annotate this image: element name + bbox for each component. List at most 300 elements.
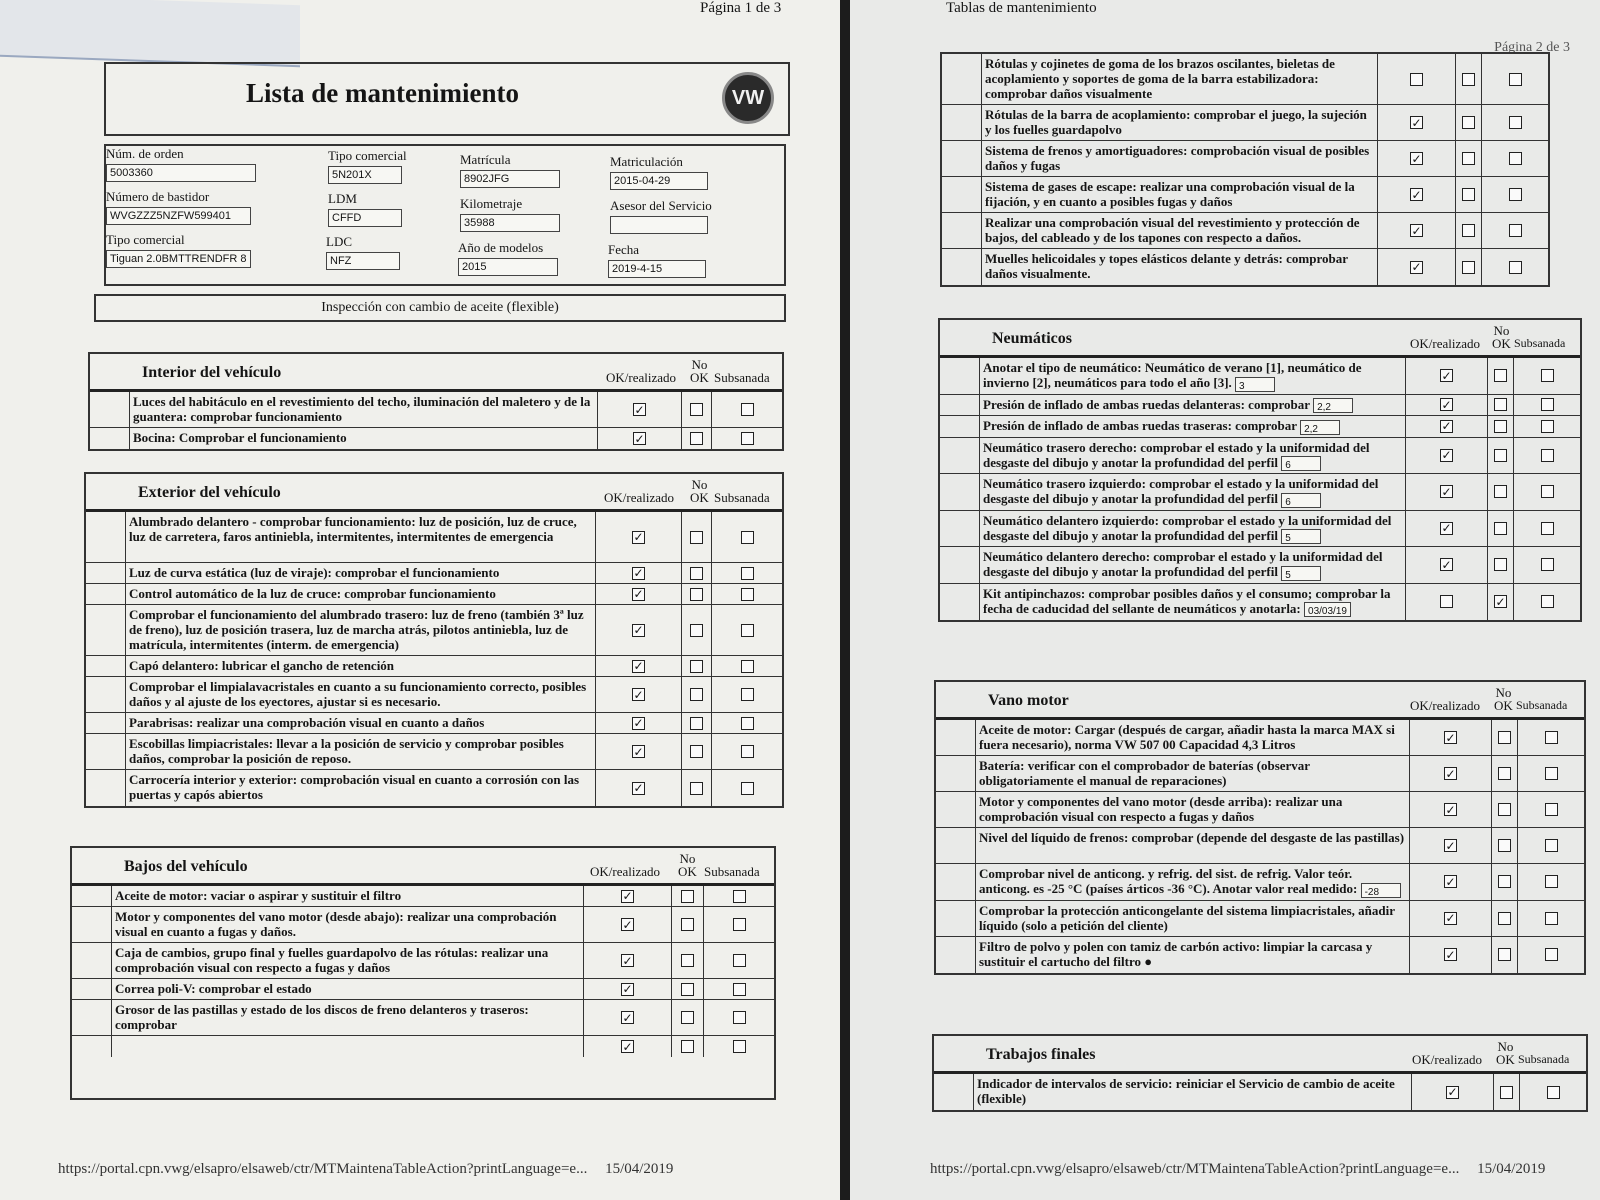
no-ok-checkbox-cell — [672, 1036, 704, 1057]
checklist-row — [940, 416, 1580, 438]
row-text: Luces del habitáculo en el revestimiento del techo, iluminación del maletero y de la guantera: comprobar funcionamiento — [133, 394, 591, 424]
matriculacion-field[interactable]: 2015-04-29 — [610, 172, 708, 190]
fecha-field[interactable]: 2019-4-15 — [608, 260, 706, 278]
row-text: Parabrisas: realizar una comprobación visual en cuanto a daños — [129, 715, 485, 730]
ok-checkbox[interactable]: ✓ — [1441, 557, 1452, 572]
footer-date: 15/04/2019 — [605, 1161, 674, 1177]
no-ok-checkbox[interactable] — [690, 567, 703, 580]
subsanada-checkbox-cell — [712, 713, 782, 733]
subsanada-checkbox-cell — [1518, 720, 1584, 755]
section-header — [934, 1036, 1586, 1074]
subsanada-checkbox-cell — [704, 1036, 774, 1057]
row-text: Bocina: Comprobar el funcionamiento — [133, 430, 347, 445]
ok-checkbox-cell — [1410, 756, 1492, 791]
section-title: Vano motor — [988, 692, 1069, 709]
no-ok-checkbox[interactable] — [690, 403, 703, 416]
subsanada-checkbox[interactable] — [1541, 449, 1554, 462]
section-bajos — [70, 846, 776, 1100]
no-ok-checkbox[interactable] — [1494, 449, 1507, 462]
row-index-cell — [72, 907, 112, 942]
row-index-cell — [86, 605, 126, 655]
no-ok-checkbox[interactable] — [1498, 875, 1511, 888]
row-description — [112, 907, 584, 942]
no-ok-checkbox-cell — [1456, 177, 1482, 212]
row-description — [126, 770, 596, 806]
no-ok-checkbox[interactable] — [1498, 803, 1511, 816]
checklist-row — [942, 141, 1548, 177]
no-ok-checkbox-cell — [1488, 395, 1514, 416]
no-ok-checkbox[interactable] — [690, 782, 703, 795]
section-header — [72, 848, 774, 886]
row-text: Sistema de gases de escape: realizar una comprobación visual de la fijación, y en cuanto a posibles fugas y daños — [985, 179, 1355, 209]
ok-checkbox[interactable]: ✓ — [1445, 730, 1456, 745]
no-ok-checkbox-cell — [1494, 1074, 1520, 1110]
ok-checkbox-cell — [1378, 54, 1456, 104]
subsanada-checkbox-cell — [1514, 416, 1580, 437]
ok-checkbox[interactable]: ✓ — [1445, 874, 1456, 889]
row-index-cell — [934, 1074, 974, 1110]
checklist-row — [86, 605, 782, 656]
checklist-row — [72, 1036, 774, 1057]
field-fecha: Fecha 2019-4-15 — [608, 242, 738, 278]
row-index-cell — [942, 105, 982, 140]
no-ok-checkbox[interactable] — [681, 918, 694, 931]
no-ok-checkbox[interactable] — [681, 1040, 694, 1053]
rows-trabajos — [934, 1074, 1586, 1110]
subsanada-checkbox-cell — [1482, 141, 1548, 176]
row-value-field[interactable]: 3 — [1235, 377, 1275, 392]
subsanada-checkbox[interactable] — [1545, 948, 1558, 961]
row-text: Aceite de motor: Cargar (después de cargar, añadir hasta la marca MAX si fuera necesario), norma VW 507 00 Capacidad 4,3 Litros — [979, 722, 1395, 752]
no-ok-checkbox-cell — [1488, 584, 1514, 620]
field-matriculacion: Matriculación 2015-04-29 — [610, 154, 740, 190]
checklist-row — [86, 677, 782, 713]
no-ok-checkbox[interactable] — [1498, 731, 1511, 744]
row-value-field[interactable]: 2,2 — [1313, 398, 1353, 413]
no-ok-checkbox-cell — [682, 512, 712, 562]
ok-checkbox[interactable]: ✓ — [622, 1010, 633, 1025]
ok-checkbox[interactable]: ✓ — [622, 982, 633, 996]
no-ok-checkbox-cell — [1488, 511, 1514, 547]
ok-checkbox[interactable]: ✓ — [622, 917, 633, 932]
no-ok-checkbox[interactable] — [1494, 522, 1507, 535]
row-index-cell — [942, 213, 982, 248]
field-tipo-comercial-2: Tipo comercial 5N201X — [328, 148, 418, 184]
subsanada-checkbox[interactable] — [1509, 224, 1522, 237]
row-index-cell — [940, 416, 980, 437]
ok-checkbox[interactable]: ✓ — [1411, 260, 1422, 274]
num-orden-field[interactable]: 5003360 — [106, 164, 256, 182]
col-ok-header: OK/realizado — [604, 490, 675, 505]
ok-checkbox[interactable]: ✓ — [622, 889, 633, 903]
row-value-field[interactable]: 03/03/19 — [1304, 602, 1351, 617]
no-ok-checkbox[interactable] — [1462, 224, 1475, 237]
no-ok-checkbox-cell — [1488, 438, 1514, 474]
no-ok-checkbox[interactable] — [690, 688, 703, 701]
ok-checkbox[interactable]: ✓ — [1441, 484, 1452, 499]
ok-checkbox-cell — [1406, 416, 1488, 437]
ok-checkbox[interactable]: ✓ — [1445, 766, 1456, 781]
subsanada-checkbox-cell — [1514, 547, 1580, 583]
tipo-comercial-2-field[interactable]: 5N201X — [328, 166, 402, 184]
no-ok-checkbox-cell — [1492, 828, 1518, 863]
subsanada-checkbox[interactable] — [1541, 369, 1554, 382]
no-ok-checkbox[interactable] — [690, 432, 703, 445]
ok-checkbox[interactable]: ✓ — [633, 530, 644, 544]
row-index-cell — [86, 656, 126, 676]
subsanada-checkbox[interactable] — [1509, 73, 1522, 86]
no-ok-checkbox[interactable] — [690, 624, 703, 637]
row-description — [974, 1074, 1412, 1110]
no-ok-checkbox[interactable] — [681, 983, 694, 996]
subsanada-checkbox[interactable] — [1541, 522, 1554, 535]
subsanada-checkbox-cell — [1482, 249, 1548, 285]
checklist-row — [72, 907, 774, 943]
row-index-cell — [86, 584, 126, 604]
row-text: Aceite de motor: vaciar o aspirar y sustituir el filtro — [115, 888, 402, 903]
row-description — [976, 864, 1410, 900]
ok-checkbox[interactable]: ✓ — [1445, 802, 1456, 817]
ok-checkbox[interactable]: ✓ — [634, 431, 645, 446]
row-text: Comprobar el funcionamiento del alumbrado trasero: luz de freno (también 3ª luz de freno), luz de posición trasera, luz de marcha atrás, pilotos antiniebla, luz de matrícula, intermitentes (interm. de emergencia) — [129, 607, 584, 652]
checklist-row — [934, 1074, 1586, 1110]
tipo-comercial-field[interactable]: Tiguan 2.0BMTTRENDFR 8 — [106, 250, 251, 268]
ok-checkbox[interactable]: ✓ — [622, 953, 633, 968]
ok-checkbox-cell — [1410, 901, 1492, 936]
subsanada-checkbox-cell — [1482, 213, 1548, 248]
section-header — [936, 682, 1584, 720]
no-ok-checkbox[interactable] — [690, 660, 703, 673]
no-ok-checkbox[interactable] — [690, 717, 703, 730]
ok-checkbox[interactable]: ✓ — [1445, 838, 1456, 853]
row-text: Carrocería interior y exterior: comprobación visual en cuanto a corrosión con las puertas y capós abiertos — [129, 772, 579, 802]
subsanada-checkbox[interactable] — [1541, 558, 1554, 571]
ok-checkbox[interactable]: ✓ — [633, 587, 644, 601]
row-index-cell — [936, 864, 976, 900]
ok-checkbox-cell — [1406, 395, 1488, 416]
row-index-cell — [86, 734, 126, 769]
subsanada-checkbox[interactable] — [741, 660, 754, 673]
ok-checkbox[interactable]: ✓ — [1445, 911, 1456, 926]
subsanada-checkbox[interactable] — [741, 782, 754, 795]
section-bajos-cont — [940, 52, 1550, 287]
ok-checkbox-cell — [598, 392, 682, 427]
row-value-field[interactable]: 5 — [1281, 529, 1321, 544]
row-text: Muelles helicoidales y topes elásticos delante y detrás: comprobar daños visualmente. — [985, 251, 1348, 281]
subsanada-checkbox[interactable] — [1547, 1086, 1560, 1099]
row-text: Comprobar nivel de anticong. y refrig. del sist. de refrig. Valor teór. anticong. es -25 °C (países árticos -36 °C). Anotar valor real medido: — [979, 866, 1358, 896]
subsanada-checkbox[interactable] — [1541, 485, 1554, 498]
no-ok-checkbox[interactable] — [1494, 420, 1507, 433]
subsanada-checkbox[interactable] — [1541, 595, 1554, 608]
top-label: Tablas de mantenimiento — [946, 0, 1097, 16]
row-index-cell — [72, 1036, 112, 1057]
row-index-cell — [936, 937, 976, 973]
row-index-cell — [86, 677, 126, 712]
col-ok-header: OK/realizado — [606, 370, 677, 385]
no-ok-checkbox-cell — [682, 392, 712, 427]
col-ok-header: OK/realizado — [1410, 698, 1481, 713]
no-ok-checkbox[interactable] — [1462, 261, 1475, 274]
subsanada-checkbox[interactable] — [1509, 152, 1522, 165]
footer-url: https://portal.cpn.vwg/elsapro/elsaweb/ctr/MTMaintenaTableAction?printLanguage=e... — [930, 1161, 1460, 1177]
row-index-cell — [940, 474, 980, 510]
row-description — [112, 943, 584, 978]
no-ok-checkbox-cell — [682, 605, 712, 655]
no-ok-checkbox-cell — [1488, 474, 1514, 510]
ok-checkbox-cell — [1406, 358, 1488, 394]
checklist-row — [940, 584, 1580, 620]
subsanada-checkbox[interactable] — [1545, 803, 1558, 816]
ok-checkbox[interactable] — [1410, 73, 1423, 86]
subsanada-checkbox[interactable] — [1541, 398, 1554, 411]
no-ok-checkbox[interactable]: ✓ — [1495, 594, 1506, 609]
no-ok-checkbox[interactable] — [1498, 948, 1511, 961]
subsanada-checkbox[interactable] — [1545, 839, 1558, 852]
ok-checkbox[interactable]: ✓ — [1441, 368, 1452, 383]
row-index-cell — [942, 141, 982, 176]
ok-checkbox[interactable]: ✓ — [1411, 115, 1422, 130]
subsanada-checkbox[interactable] — [1545, 912, 1558, 925]
subsanada-checkbox-cell — [712, 656, 782, 676]
ok-checkbox-cell — [1406, 474, 1488, 510]
subsanada-checkbox[interactable] — [733, 1011, 746, 1024]
row-description — [112, 886, 584, 906]
row-description — [126, 563, 596, 583]
subsanada-checkbox[interactable] — [1509, 188, 1522, 201]
subsanada-checkbox[interactable] — [1545, 875, 1558, 888]
row-description — [980, 438, 1406, 474]
row-value-field[interactable]: 6 — [1281, 493, 1321, 508]
subsanada-checkbox[interactable] — [741, 688, 754, 701]
subsanada-checkbox-cell — [1518, 792, 1584, 827]
section-title: Bajos del vehículo — [124, 858, 248, 875]
ok-checkbox[interactable]: ✓ — [633, 781, 644, 795]
row-description — [980, 395, 1406, 416]
subsanada-checkbox-cell — [1514, 438, 1580, 474]
document-title: Lista de mantenimiento — [246, 78, 519, 108]
ok-checkbox-cell — [1378, 141, 1456, 176]
ok-checkbox[interactable]: ✓ — [1441, 521, 1452, 536]
ok-checkbox[interactable]: ✓ — [633, 744, 644, 759]
no-ok-checkbox[interactable] — [1498, 767, 1511, 780]
field-tipo-comercial-1: Tipo comercial Tiguan 2.0BMTTRENDFR 8 — [106, 232, 251, 268]
no-ok-checkbox[interactable] — [690, 588, 703, 601]
no-ok-checkbox[interactable] — [1462, 152, 1475, 165]
checklist-row — [942, 249, 1548, 285]
checklist-row — [936, 792, 1584, 828]
subsanada-checkbox[interactable] — [1509, 116, 1522, 129]
asesor-field[interactable] — [610, 216, 708, 234]
rows-top — [942, 54, 1548, 285]
ok-checkbox[interactable]: ✓ — [1411, 187, 1422, 202]
subsanada-checkbox[interactable] — [733, 983, 746, 996]
ok-checkbox[interactable]: ✓ — [1445, 947, 1456, 962]
checklist-row — [72, 943, 774, 979]
ok-checkbox[interactable]: ✓ — [633, 716, 644, 730]
row-text: Grosor de las pastillas y estado de los discos de freno delanteros y traseros: comprobar — [115, 1002, 529, 1032]
subsanada-checkbox[interactable] — [733, 1040, 746, 1053]
row-index-cell — [940, 511, 980, 547]
ano-modelos-field[interactable]: 2015 — [458, 258, 558, 276]
no-ok-checkbox-cell — [682, 563, 712, 583]
no-ok-checkbox[interactable] — [690, 745, 703, 758]
subsanada-checkbox-cell — [712, 584, 782, 604]
no-ok-checkbox[interactable] — [1494, 485, 1507, 498]
rows-interior — [90, 392, 782, 449]
page-2 — [850, 0, 1600, 1200]
no-ok-checkbox[interactable] — [1462, 188, 1475, 201]
row-index-cell — [940, 438, 980, 474]
matricula-field[interactable]: 8902JFG — [460, 170, 560, 188]
subsanada-checkbox[interactable] — [741, 432, 754, 445]
ok-checkbox-cell — [1410, 792, 1492, 827]
ok-checkbox-cell — [596, 770, 682, 806]
checklist-row — [942, 54, 1548, 105]
no-ok-checkbox[interactable] — [1498, 839, 1511, 852]
row-description — [980, 547, 1406, 583]
subsanada-checkbox[interactable] — [1545, 767, 1558, 780]
ok-checkbox-cell — [1410, 828, 1492, 863]
section-header — [90, 354, 782, 392]
num-bastidor-field[interactable]: WVGZZZ5NZFW599401 — [106, 207, 251, 225]
ok-checkbox[interactable]: ✓ — [622, 1039, 633, 1054]
row-description — [982, 213, 1378, 248]
ok-checkbox[interactable]: ✓ — [1441, 397, 1452, 412]
subsanada-checkbox[interactable] — [733, 890, 746, 903]
no-ok-checkbox-cell — [1492, 792, 1518, 827]
subsanada-checkbox-cell — [712, 605, 782, 655]
row-description — [976, 901, 1410, 936]
row-description — [112, 979, 584, 999]
footer-date: 15/04/2019 — [1477, 1161, 1546, 1177]
row-text: Filtro de polvo y polen con tamiz de carbón activo: limpiar la carcasa y sustituir el cartucho del filtro ● — [979, 938, 1373, 969]
no-ok-checkbox[interactable] — [1494, 369, 1507, 382]
subsanada-checkbox[interactable] — [741, 588, 754, 601]
no-ok-checkbox[interactable] — [1462, 73, 1475, 86]
subsanada-checkbox[interactable] — [1541, 420, 1554, 433]
subsanada-checkbox[interactable] — [741, 624, 754, 637]
checklist-row — [942, 213, 1548, 249]
subsanada-checkbox-cell — [1482, 177, 1548, 212]
row-index-cell — [942, 177, 982, 212]
row-text: Neumático delantero derecho: comprobar el estado y la uniformidad del desgaste del dibujo y anotar la profundidad del perfil — [983, 549, 1383, 580]
subsanada-checkbox-cell — [1518, 756, 1584, 791]
no-ok-checkbox[interactable] — [1498, 912, 1511, 925]
row-text: Anotar el tipo de neumático: Neumático de verano [1], neumático de invierno [2], neumáticos para todo el año [3]. — [983, 360, 1362, 390]
row-index-cell — [936, 792, 976, 827]
row-text: Escobillas limpiacristales: llevar a la posición de servicio y comprobar posibles daños, comprobar la posición de reposo. — [129, 736, 564, 766]
ok-checkbox-cell — [1406, 438, 1488, 474]
row-value-field[interactable]: -28 — [1361, 883, 1401, 898]
subsanada-checkbox[interactable] — [741, 403, 754, 416]
col-no-ok-header: No OK — [1494, 685, 1513, 713]
section-exterior — [84, 472, 784, 808]
no-ok-checkbox[interactable] — [681, 954, 694, 967]
ok-checkbox[interactable]: ✓ — [633, 623, 644, 637]
no-ok-checkbox[interactable] — [1494, 558, 1507, 571]
ldc-field[interactable]: NFZ — [326, 252, 400, 270]
ok-checkbox-cell — [596, 677, 682, 712]
kilometraje-field[interactable]: 35988 — [460, 214, 560, 232]
row-value-field[interactable]: 2,2 — [1300, 420, 1340, 435]
row-description — [976, 720, 1410, 755]
ok-checkbox[interactable]: ✓ — [633, 566, 644, 580]
no-ok-checkbox[interactable] — [1462, 116, 1475, 129]
ok-checkbox[interactable]: ✓ — [1441, 448, 1452, 463]
checklist-row — [940, 511, 1580, 548]
no-ok-checkbox[interactable] — [681, 890, 694, 903]
subsanada-checkbox-cell — [1520, 1074, 1586, 1110]
subsanada-checkbox[interactable] — [741, 745, 754, 758]
subsanada-checkbox[interactable] — [733, 918, 746, 931]
no-ok-checkbox[interactable] — [1494, 398, 1507, 411]
ok-checkbox[interactable]: ✓ — [1447, 1085, 1458, 1099]
subsanada-checkbox[interactable] — [741, 567, 754, 580]
ok-checkbox-cell — [1406, 511, 1488, 547]
ok-checkbox-cell — [1378, 105, 1456, 140]
row-description — [982, 54, 1378, 104]
subsanada-checkbox-cell — [712, 734, 782, 769]
ok-checkbox-cell — [598, 428, 682, 449]
subsanada-checkbox-cell — [1518, 828, 1584, 863]
no-ok-checkbox-cell — [672, 979, 704, 999]
row-index-cell — [942, 249, 982, 285]
subsanada-checkbox[interactable] — [1509, 261, 1522, 274]
checklist-row — [86, 563, 782, 584]
subsanada-checkbox[interactable] — [741, 717, 754, 730]
ok-checkbox-cell — [596, 656, 682, 676]
row-description — [126, 656, 596, 676]
no-ok-checkbox[interactable] — [681, 1011, 694, 1024]
ok-checkbox-cell — [1378, 249, 1456, 285]
section-title: Neumáticos — [992, 330, 1072, 347]
ok-checkbox-cell — [1410, 864, 1492, 900]
section-vano-motor — [934, 680, 1586, 975]
subsanada-checkbox[interactable] — [733, 954, 746, 967]
row-description — [126, 605, 596, 655]
ok-checkbox[interactable]: ✓ — [1411, 223, 1422, 238]
field-num-bastidor: Número de bastidor WVGZZZ5NZFW599401 — [106, 189, 251, 225]
subsanada-checkbox-cell — [712, 563, 782, 583]
ok-checkbox[interactable] — [1440, 595, 1453, 608]
ok-checkbox[interactable]: ✓ — [1441, 419, 1452, 434]
row-text: Kit antipinchazos: comprobar posibles daños y el consumo; comprobar la fecha de caducidad del sellante de neumáticos y anotarla: — [983, 585, 1391, 616]
no-ok-checkbox[interactable] — [1500, 1086, 1513, 1099]
rows-neumaticos — [940, 358, 1580, 620]
row-value-field[interactable]: 5 — [1281, 566, 1321, 581]
checklist-row — [72, 1000, 774, 1036]
row-text: Correa poli-V: comprobar el estado — [115, 981, 312, 996]
ok-checkbox[interactable]: ✓ — [1411, 151, 1422, 166]
row-value-field[interactable]: 6 — [1281, 456, 1321, 471]
row-text: Neumático trasero izquierdo: comprobar el estado y la uniformidad del desgaste del dibujo y anotar la profundidad del perfil — [983, 476, 1379, 507]
subsanada-checkbox-cell — [704, 979, 774, 999]
no-ok-checkbox-cell — [1492, 756, 1518, 791]
subsanada-checkbox[interactable] — [741, 531, 754, 544]
ok-checkbox[interactable]: ✓ — [634, 402, 645, 417]
row-index-cell — [72, 979, 112, 999]
ldm-field[interactable]: CFFD — [328, 209, 402, 227]
no-ok-checkbox-cell — [1456, 213, 1482, 248]
ok-checkbox-cell — [596, 512, 682, 562]
subsanada-checkbox[interactable] — [1545, 731, 1558, 744]
row-text: Batería: verificar con el comprobador de baterías (observar obligatoriamente el manual de reparaciones) — [979, 758, 1310, 788]
no-ok-checkbox[interactable] — [690, 531, 703, 544]
ok-checkbox[interactable]: ✓ — [633, 659, 644, 673]
ok-checkbox[interactable]: ✓ — [633, 687, 644, 702]
row-index-cell — [86, 563, 126, 583]
